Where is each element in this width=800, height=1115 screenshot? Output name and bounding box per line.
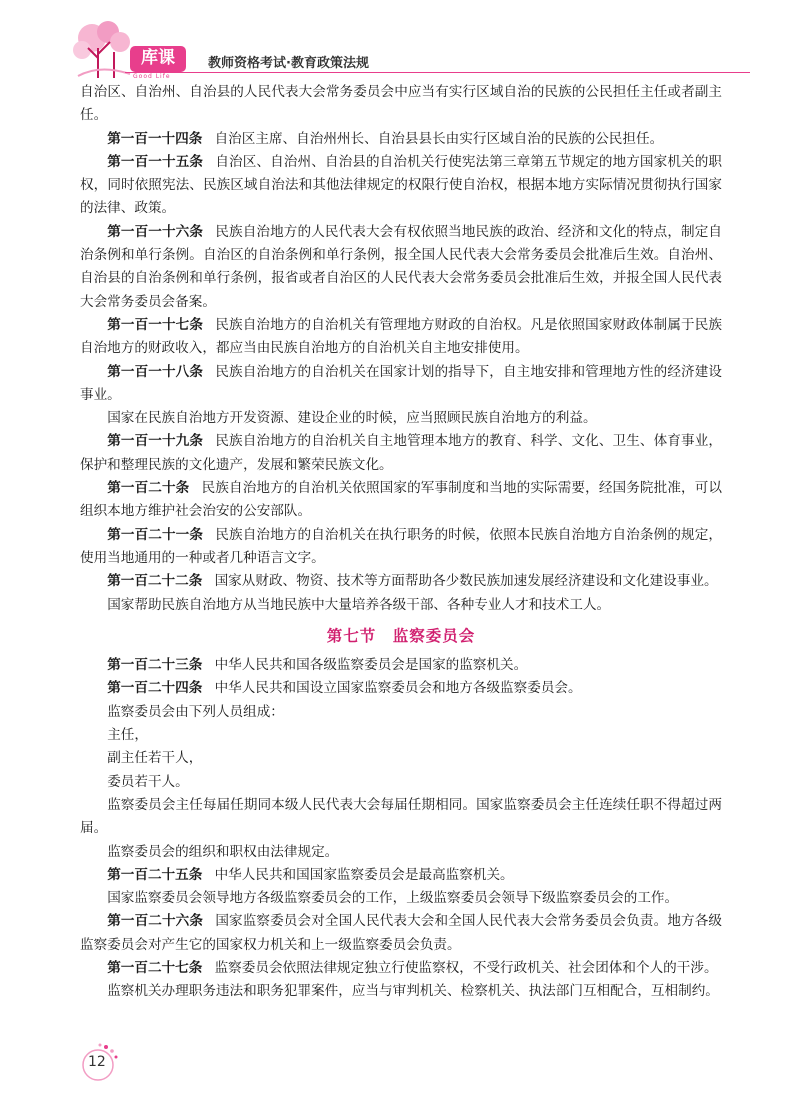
paragraph-text: 中华人民共和国各级监察委员会是国家的监察机关。 xyxy=(214,657,528,674)
paragraph-text: 国家从财政、物资、技术等方面帮助各少数民族加速发展经济建设和文化建设事业。 xyxy=(214,573,718,590)
paragraph-text: 民族自治地方的自治机关有管理地方财政的自治权。凡是依照国家财政体制属于民族自治地方的财政收入，都应当由民族自治地方的自治机关自主地安排使用。 xyxy=(80,316,723,357)
paragraph xyxy=(80,524,722,571)
article-number: 第一百二十七条 xyxy=(107,959,203,976)
paragraph-text: 国家监察委员会对全国人民代表大会和全国人民代表大会常务委员会负责。地方各级监察委员会对产生它的国家权力机关和上一级监察委员会负责。 xyxy=(80,913,723,953)
paragraph xyxy=(80,81,722,128)
header-title: 教师资格考试·教育政策法规 xyxy=(208,56,369,71)
paragraph xyxy=(80,594,722,617)
paragraph-text: 自治区、自治州、自治县的自治机关行使宪法第三章第五节规定的地方国家机关的职权，同时依照宪法、民族区域自治法和其他法律规定的权限行使自治权，根据本地方实际情况贯彻执行国家的法律、政策。 xyxy=(80,153,723,217)
paragraph-text: 中华人民共和国国家监察委员会是最高监察机关。 xyxy=(214,866,514,883)
page-number: 12 xyxy=(88,1054,106,1070)
paragraph xyxy=(80,654,722,677)
paragraph-text: 中华人民共和国设立国家监察委员会和地方各级监察委员会。 xyxy=(214,680,582,697)
paragraph xyxy=(80,701,722,724)
article-number: 第一百一十四条 xyxy=(107,130,203,147)
document-body xyxy=(80,81,722,1004)
paragraph xyxy=(80,747,722,770)
paragraph xyxy=(80,887,722,910)
paragraph-text: 监察委员会主任每届任期同本级人民代表大会每届任期相同。国家监察委员会主任连续任职不得超过两届。 xyxy=(80,796,722,837)
section-title: 第七节 监察委员会 xyxy=(326,626,476,645)
articles-part-1 xyxy=(80,81,722,617)
paragraph-text: 监察委员会由下列人员组成： xyxy=(107,703,284,720)
article-number: 第一百二十三条 xyxy=(107,657,203,674)
articles-part-2 xyxy=(80,654,722,1003)
paragraph-text: 民族自治地方的自治机关依照国家的军事制度和当地的实际需要，经国务院批准，可以组织本地方维护社会治安的公安部队。 xyxy=(80,480,723,520)
paragraph-text: 民族自治地方的自治机关在执行职务的时候，依照本民族自治地方自治条例的规定，使用当地通用的一种或者几种语言文字。 xyxy=(80,526,723,566)
page-header xyxy=(0,0,800,84)
paragraph-text: 民族自治地方的人民代表大会有权依照当地民族的政治、经济和文化的特点，制定自治条例和单行条例。自治区的自治条例和单行条例，报全国人民代表大会常务委员会批准后生效。自治州、自治县的自治条例和单行条例，报省或者自治区的人民代表大会常务委员会批准后生效，并报全国人民代表大会常务委员会备案。 xyxy=(80,223,723,310)
paragraph-text: 主任， xyxy=(107,727,148,744)
paragraph-text: 委员若干人。 xyxy=(107,773,189,790)
paragraph xyxy=(80,477,722,524)
paragraph-text: 自治区、自治州、自治县的人民代表大会常务委员会中应当有实行区域自治的民族的公民担任主任或者副主任。 xyxy=(80,84,722,124)
article-number: 第一百二十五条 xyxy=(107,866,203,883)
paragraph xyxy=(80,151,722,221)
paragraph xyxy=(80,128,722,151)
paragraph-text: 副主任若干人， xyxy=(107,750,203,767)
paragraph xyxy=(80,314,722,361)
header-divider xyxy=(125,72,750,73)
article-number: 第一百一十五条 xyxy=(107,153,204,170)
paragraph-text: 国家帮助民族自治地方从当地民族中大量培养各级干部、各种专业人才和技术工人。 xyxy=(107,596,611,613)
paragraph-text: 民族自治地方的自治机关在国家计划的指导下，自主地安排和管理地方性的经济建设事业。 xyxy=(80,363,723,403)
article-number: 第一百一十七条 xyxy=(107,316,204,333)
article-number: 第一百二十一条 xyxy=(107,526,204,543)
paragraph-text: 国家在民族自治地方开发资源、建设企业的时候，应当照顾民族自治地方的利益。 xyxy=(107,410,597,427)
paragraph xyxy=(80,570,722,593)
paragraph xyxy=(80,407,722,430)
paragraph-text: 民族自治地方的自治机关自主地管理本地方的教育、科学、文化、卫生、体育事业，保护和整理民族的文化遗产，发展和繁荣民族文化。 xyxy=(80,433,723,473)
paragraph-text: 监察机关办理职务违法和职务犯罪案件，应当与审判机关、检察机关、执法部门互相配合，互相制约。 xyxy=(107,983,719,1000)
paragraph-text: 监察委员会的组织和职权由法律规定。 xyxy=(107,843,339,860)
article-number: 第一百二十条 xyxy=(107,480,190,497)
paragraph xyxy=(80,430,722,477)
paragraph xyxy=(80,221,722,314)
paragraph xyxy=(80,677,722,700)
paragraph xyxy=(80,864,722,887)
article-number: 第一百二十六条 xyxy=(107,913,204,930)
paragraph xyxy=(80,794,722,841)
article-number: 第一百一十八条 xyxy=(107,363,204,380)
paragraph-text: 自治区主席、自治州州长、自治县县长由实行区域自治的民族的公民担任。 xyxy=(214,130,664,147)
paragraph xyxy=(80,980,722,1003)
paragraph xyxy=(80,771,722,794)
paragraph xyxy=(80,841,722,864)
paragraph-text: 监察委员会依照法律规定独立行使监察权，不受行政机关、社会团体和个人的干涉。 xyxy=(214,959,718,976)
brand-slogan: Good Life xyxy=(133,73,171,80)
paragraph xyxy=(80,910,722,957)
article-number: 第一百一十九条 xyxy=(107,433,204,450)
article-number: 第一百二十二条 xyxy=(107,573,203,590)
paragraph xyxy=(80,957,722,980)
paragraph xyxy=(80,724,722,747)
page-number-badge xyxy=(76,1039,124,1087)
paragraph-text: 国家监察委员会领导地方各级监察委员会的工作，上级监察委员会领导下级监察委员会的工作。 xyxy=(107,890,679,907)
article-number: 第一百一十六条 xyxy=(107,223,204,240)
article-number: 第一百二十四条 xyxy=(107,680,203,697)
paragraph xyxy=(80,361,722,408)
brand-logo: 库课 xyxy=(130,46,186,72)
